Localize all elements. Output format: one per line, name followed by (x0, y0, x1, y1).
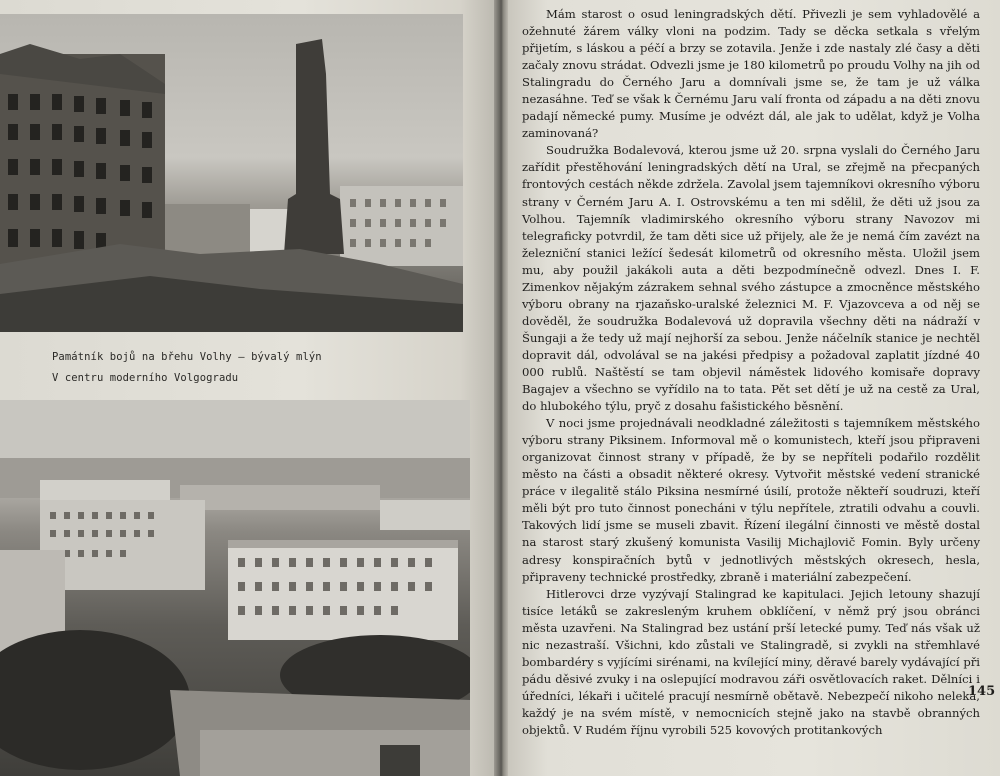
paragraph: Hitlerovci drze vyzývají Stalingrad ke kapitulaci. Jejich letouny shazují tisíce letáků se zakresleným kruhem obklíčení, v němž prý jsou obránci města uzavřeni. Na Stalingrad bez ustání prší letecké pumy. Teď nás však už nic nezastraší. Všichni, kdo zůstali ve Stalingradě, si zvykli na střemhlavé bombardéry s vyjícími sirénami, na kvílející miny, děravé barely vydávající při pádu děsivé zvuky i na oslepující modravou záři osvětlovacích raket. Dělníci i úředníci, lékaři i učitelé pracují nesmírně obětavě. Nebezpečí nikoho neleká, každý je na svém místě, v nemocnicích stejně jako na stavbě obranných objektů. V Rudém říjnu vyrobili 525 kovových protitankových (522, 586, 980, 737)
photo-caption-volgograd: V centru moderního Volgogradu (52, 372, 239, 384)
volgograd-city-photo (0, 400, 470, 776)
right-page (508, 0, 1000, 776)
paragraph: V noci jsme projednávali neodkladné záležitosti s tajemníkem městského výboru strany Piksinem. Informoval mě o komunistech, kteří jsou připraveni organizovat činnost strany v případě, že by se nepříteli podařilo rozdělit město na části a obsadit některé okresy. Vytvořit městské vedení stranické práce v ilegalitě stálo Piksina nesmírné úsilí, protože někteří soudruzi, kteří měli být pro tuto činnost ponecháni v týlu nepřítele, ztratili odvahu a couvli. Takových lidí jsme se museli zbavit. Řízení ilegální činnosti ve městě dostal na starost starý zkušený komunista Vasilij Michajlovič Fomin. Byly určeny adresy konspiračních bytů v jednotlivých městských okresech, hesla, připraveny technické prostředky, zbraně i materiální zabezpečení. (522, 416, 980, 584)
page-number: 145 (968, 684, 996, 699)
photo-caption-mill: Památník bojů na břehu Volhy — bývalý mlýn (52, 351, 322, 363)
paragraph: Mám starost o osud leningradských dětí. Přivezli je sem vyhladovělé a ožehnuté žárem války vloni na podzim. Tady se děcka setkala s vřelým přijetím, s láskou a péčí a brzy se zotavila. Jenže i zde nastaly zlé časy a děti začaly znovu strádat. Odvezli jsme je 180 kilometrů po proudu Volhy na jih od Stalingradu do Černého Jaru a domnívali jsme se, že tam je už válka nezasáhne. Teď se však k Černému Jaru valí fronta od západu a na děti znovu padají německé pumy. Musíme je odvézt dál, ale jak to udělat, když je Volha zaminovaná? (522, 7, 980, 141)
mill-ruins-photo (0, 14, 463, 332)
body-text (522, 6, 980, 739)
paragraph: Soudružka Bodalevová, kterou jsme už 20. srpna vyslali do Černého Jaru zařídit přestěhování leningradských dětí na Ural, se zřejmě na přecpaných frontových cestách někde zdržela. Zavolal jsem tajemníkovi okresního výboru strany v Černém Jaru A. I. Ostrovskému a ten mi sdělil, že děti už jsou za Volhou. Tajemník vladimirského okresního výboru strany Navozov mi telegraficky potvrdil, že tam děti sice už přijely, ale že je nemá čím zavézt na železniční stanici ležící šedesát kilometrů od okresního města. Uložil jsem mu, aby použil jakákoli auta a děti bezpodmínečně odvezl. Dnes I. F. Zimenkov nějakým zázrakem sehnal svého zástupce a zmocněnce městského výboru obrany na rjazaňsko-uralské železnici M. F. Vjazovceva a od něj se dověděl, že soudružka Bodalevová už dopravila všechny děti na nádraží v Šungaji a že tedy už mají nejhorší za sebou. Jenže náčelník stanice je nechtěl dopravit dál, odvolával se na jakési předpisy a požadoval zaplatit jízdné 40 000 rublů. Naštěstí se tam objevil náměstek lidového komisaře dopravy Bagajev a všechno se vyřídilo na to tata. Pět set dětí je už na cestě za Ural, do hlubokého týlu, pryč z dosahu fašistického běsnění. (522, 143, 980, 414)
